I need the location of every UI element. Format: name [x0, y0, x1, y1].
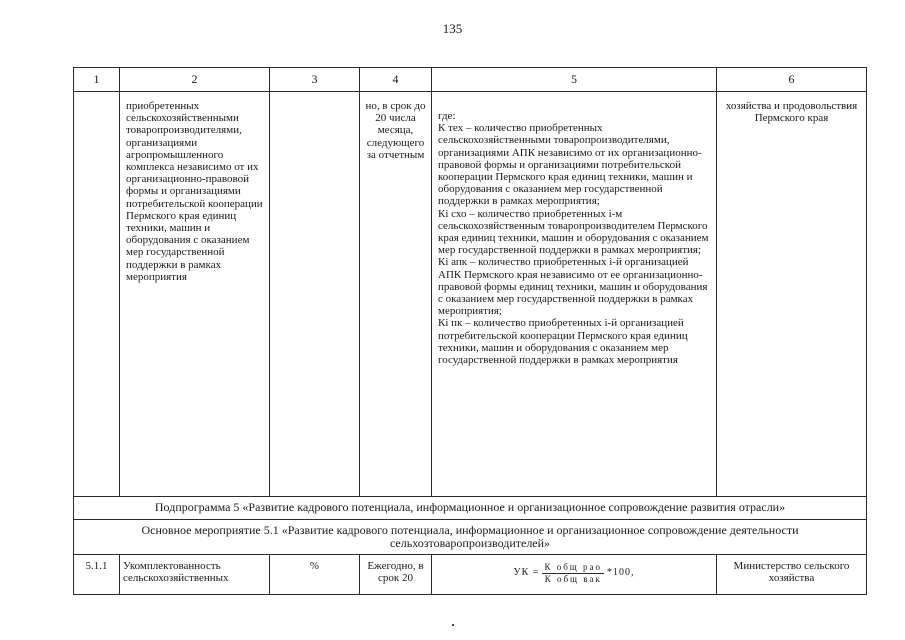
header-cell: 5: [432, 68, 717, 92]
header-cell: 6: [717, 68, 867, 92]
formula-term: Кi пк – количество приобретенных i-й организацией потребительской кооперации Пермского края единиц техники, машин и оборудования с оказанием мер государственной поддержки в рамках мероприятия: [438, 317, 688, 367]
header-cell: 4: [360, 68, 432, 92]
page-number: 135: [442, 21, 463, 36]
responsible-cell: хозяйства и продовольствия Пермского края: [717, 92, 867, 497]
indicators-table: [73, 67, 867, 595]
subprogram-title: Подпрограмма 5 «Развитие кадрового потенциала, информационное и организационное сопровождение развития отрасли»: [74, 497, 867, 520]
row-number-cell: 5.1.1: [74, 555, 120, 595]
formula-cell: [432, 555, 717, 595]
indicator-name-cell: приобретенных сельскохозяйственными товаропроизводителями, организациями агропромышленного комплекса независимо от их организационно-правовой формы и организациями потребительской кооперации Пермского края единиц техники, машин и оборудования с оказанием мер государственной поддержки в рамках мероприятия: [120, 92, 270, 497]
formula-numerator: К общ рао: [544, 562, 602, 572]
formula-denominator: К общ вак: [544, 574, 602, 584]
header-cell: 2: [120, 68, 270, 92]
scan-speck: [452, 624, 454, 626]
formula-intro: где:: [438, 110, 456, 122]
formula-description-cell: [432, 92, 717, 497]
formula-rhs: *100,: [606, 567, 635, 579]
formula-term: К тех – количество приобретенных сельскохозяйственными товаропроизводителями, организациями АПК независимо от их организационно-правовой формы и организациями потребительской кооперации Пермского края единиц техники, машин и оборудования с оказанием мер государственной поддержки в рамках мероприятия;: [438, 122, 702, 208]
table-row: [74, 92, 867, 497]
header-cell: 3: [270, 68, 360, 92]
formula: [435, 560, 713, 585]
row-number-cell: [74, 92, 120, 497]
responsible-cell: Министерство сельского хозяйства: [717, 555, 867, 595]
header-cell: 1: [74, 68, 120, 92]
indicator-name-cell: Укомплектованность сельскохозяйственных: [120, 555, 270, 595]
formula-fraction: [542, 562, 604, 585]
timing-cell: Ежегодно, в срок 20: [360, 555, 432, 595]
subprogram-row: [74, 497, 867, 520]
table-header-row: [74, 68, 867, 92]
unit-cell: %: [270, 555, 360, 595]
table-row: [74, 555, 867, 595]
main-activity-title: Основное мероприятие 5.1 «Развитие кадрового потенциала, информационное и организационное сопровождение деятельности сельхозтоваропроизводителей»: [74, 520, 867, 555]
main-activity-row: [74, 520, 867, 555]
formula-term: Кi схо – количество приобретенных i-м сельскохозяйственным товаропроизводителем Пермского края единиц техники, машин и оборудования с оказанием мер государственной поддержки в рамках мероприятия;: [438, 207, 709, 257]
timing-cell: но, в срок до 20 числа месяца, следующего за отчетным: [360, 92, 432, 497]
formula-lhs: УК =: [513, 567, 540, 579]
unit-cell: [270, 92, 360, 497]
formula-term: Кi апк – количество приобретенных i-й организацией АПК Пермского края независимо от ее организационно-правовой формы единиц техники, машин и оборудования с оказанием мер государственной поддержки в рамках мероприятия;: [438, 256, 708, 318]
